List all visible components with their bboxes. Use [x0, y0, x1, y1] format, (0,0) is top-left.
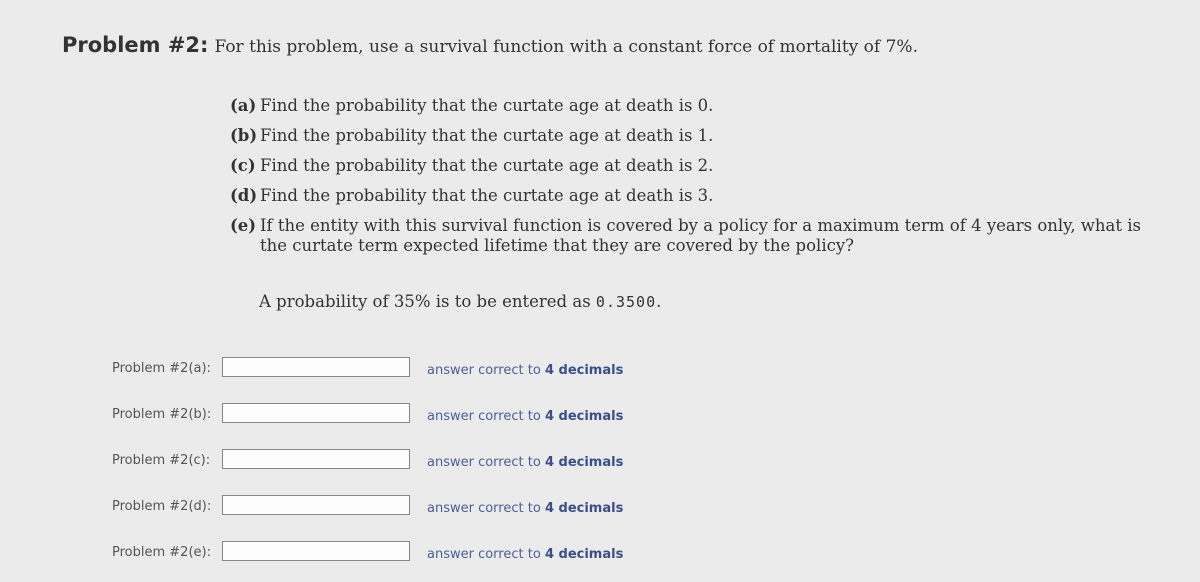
answer-row-b [112, 403, 672, 429]
problem-title: Problem #2: [62, 33, 209, 57]
problem-header [62, 33, 918, 57]
answer-hint-d [427, 501, 623, 516]
part-text: If the entity with this survival function is covered by a policy for a maximum term of 4 years only, what is the curtate term expected lifetime that they are covered by the policy? [260, 216, 1142, 255]
part-e [230, 216, 1160, 256]
problem-parts-list [230, 96, 1160, 266]
answer-label-b: Problem #2(b): [112, 407, 212, 422]
answer-hint-a [427, 363, 623, 378]
part-letter: (b) [230, 126, 258, 145]
part-text: Find the probability that the curtate age at death is 3. [260, 186, 714, 205]
note-example-value: 0.3500 [595, 293, 657, 311]
part-letter: (a) [230, 96, 257, 115]
problem-intro: For this problem, use a survival function with a constant force of mortality of 7%. [214, 37, 918, 57]
hint-prefix: answer correct to [427, 547, 541, 562]
answer-row-a [112, 357, 672, 383]
entry-format-note [259, 292, 661, 311]
answer-row-c [112, 449, 672, 475]
hint-decimals: 4 decimals [544, 455, 624, 470]
answer-label-e: Problem #2(e): [112, 545, 211, 560]
hint-decimals: 4 decimals [544, 363, 624, 378]
hint-prefix: answer correct to [427, 409, 541, 424]
hint-prefix: answer correct to [427, 363, 541, 378]
hint-decimals: 4 decimals [544, 501, 624, 516]
answer-input-e[interactable] [222, 541, 410, 561]
answer-hint-e [427, 547, 623, 562]
hint-decimals: 4 decimals [544, 409, 624, 424]
part-text: Find the probability that the curtate age at death is 2. [260, 156, 714, 175]
part-c [230, 156, 1160, 176]
note-suffix: . [656, 292, 662, 311]
answer-hint-c [427, 455, 623, 470]
answer-hint-b [427, 409, 623, 424]
answer-row-e [112, 541, 672, 567]
answer-row-d [112, 495, 672, 521]
part-a [230, 96, 1160, 116]
answer-label-c: Problem #2(c): [112, 453, 211, 468]
part-b [230, 126, 1160, 146]
part-d [230, 186, 1160, 206]
answer-input-d[interactable] [222, 495, 410, 515]
hint-decimals: 4 decimals [544, 547, 624, 562]
answer-label-d: Problem #2(d): [112, 499, 212, 514]
part-text: Find the probability that the curtate age at death is 0. [260, 96, 714, 115]
answer-input-c[interactable] [222, 449, 410, 469]
answer-input-a[interactable] [222, 357, 410, 377]
part-letter: (d) [230, 186, 258, 205]
part-text: Find the probability that the curtate age at death is 1. [260, 126, 714, 145]
part-letter: (c) [230, 156, 256, 175]
part-letter: (e) [230, 216, 257, 235]
hint-prefix: answer correct to [427, 501, 541, 516]
note-prefix: A probability of 35% is to be entered as [259, 292, 591, 311]
answer-label-a: Problem #2(a): [112, 361, 211, 376]
hint-prefix: answer correct to [427, 455, 541, 470]
answer-input-b[interactable] [222, 403, 410, 423]
